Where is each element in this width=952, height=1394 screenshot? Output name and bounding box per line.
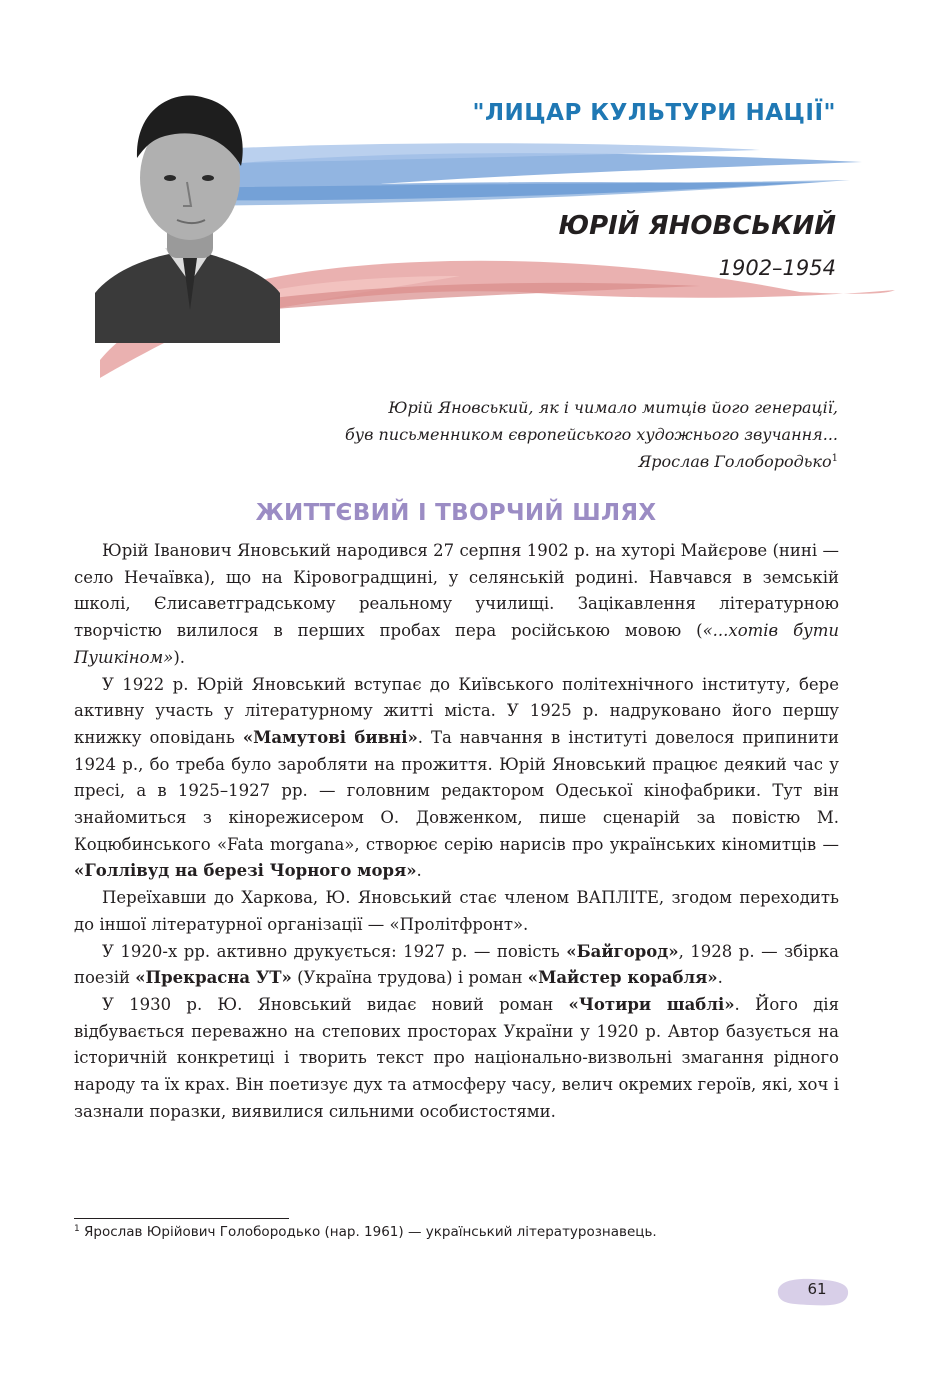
epigraph-line: Юрій Яновський, як і чимало митців його генерації, (388, 398, 838, 417)
work-title: «Голлівуд на березі Чорного моря» (74, 861, 417, 881)
work-title: «Байгород» (566, 941, 679, 961)
footnote-divider (74, 1218, 289, 1219)
footnote-text: Ярослав Юрійович Голобородько (нар. 1961) — український літературознавець. (79, 1224, 657, 1240)
quote: «...хотів бути Пушкіном» (74, 621, 839, 667)
section-title: "ЛИЦАР КУЛЬТУРИ НАЦІЇ" (472, 100, 836, 126)
epigraph (345, 394, 838, 475)
page-number: 61 (807, 1280, 827, 1298)
work-title: «Майстер корабля» (527, 968, 718, 988)
footnote-reference[interactable]: 1 (831, 453, 838, 464)
author-portrait (95, 78, 280, 343)
work-title: «Мамутові бивні» (242, 727, 418, 747)
paragraph: Юрій Іванович Яновський народився 27 серпня 1902 р. на хуторі Майєрове (нині — село Нечаївка), що на Кіровоградщині, у селянській родині. Навчався в земській школі, Єлисаветградському реальному училищі. Зацікавлення літературною творчістю вилилося в перших пробах пера російською мовою («...хотів бути Пушкіном»). (74, 541, 839, 667)
paragraph: У 1922 р. Юрій Яновський вступає до Київського політехнічного інституту, бере активну участь у літературному житті міста. У 1925 р. надруковано його першу книжку оповідань «Мамутові бивні». Та навчання в інституті довелося припинити 1924 р., бо треба було заробляти на прожиття. Юрій Яновський працює деякий час у пресі, а в 1925–1927 рр. — головним редактором Одеської кінофабрики. Тут він знайомиться з кінорежисером О. Довженком, пише сценарій за повістю М. Коцюбинського «Fata morgana», створює серію нарисів про українських кіномитців — «Голлівуд на березі Чорного моря». (74, 674, 839, 881)
paragraph: У 1930 р. Ю. Яновський видає новий роман «Чотири шаблі». Його дія відбувається переважно на степових просторах України у 1920 р. Автор базується на історичній конкретиці і творить текст про національно-визвольні змагання рідного народу та їх крах. Він поетизує дух та атмосферу часу, велич окремих героїв, які, хоч і зазнали поразки, виявилися сильними особистостями. (74, 994, 839, 1121)
footnote (74, 1224, 657, 1240)
epigraph-attribution-name: Ярослав Голобородько (638, 452, 832, 471)
author-name: ЮРІЙ ЯНОВСЬКИЙ (558, 211, 836, 241)
paragraph: У 1920-х рр. активно друкується: 1927 р. — повість «Байгород», 1928 р. — збірка поезій «Прекрасна УТ» (Україна трудова) і роман «Майстер корабля». (74, 941, 839, 988)
work-title: «Прекрасна УТ» (135, 968, 292, 988)
author-years: 1902–1954 (718, 256, 836, 280)
footnote-mark: 1 (74, 1224, 80, 1234)
section-heading: ЖИТТЄВИЙ І ТВОРЧИЙ ШЛЯХ (255, 500, 657, 526)
article-body (74, 538, 839, 1125)
epigraph-line: був письменником європейського художнього звучання... (345, 425, 838, 444)
work-title: «Чотири шаблі» (568, 994, 735, 1014)
epigraph-attribution (345, 448, 838, 475)
paragraph: Переїхавши до Харкова, Ю. Яновський стає членом ВАПЛІТЕ, згодом переходить до іншої літературної організації — «Пролітфронт». (74, 888, 839, 934)
